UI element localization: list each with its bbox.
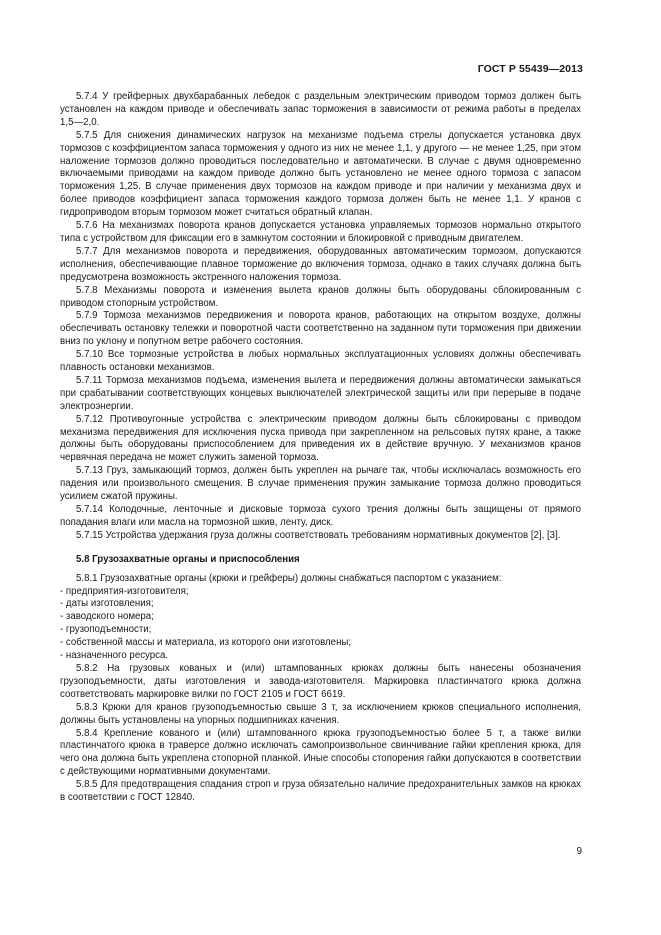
list-item: - даты изготовления; (60, 598, 154, 610)
clause-5-7-7: 5.7.7 Для механизмов поворота и передвижения, оборудованных автоматическим тормозом, допускаются исполнения, обеспечивающие плавное торможение до включения тормоза, однако в таких случаях должна быть предусмотрена возможность экстренного наложения тормоза. (60, 245, 581, 283)
section-spacer (60, 543, 581, 554)
clause-5-7-8: 5.7.8 Механизмы поворота и изменения вылета кранов должны быть оборудованы сблокированным с приводом стопорным устройством. (60, 284, 581, 309)
clause-5-8-1: 5.8.1 Грузозахватные органы (крюки и грейферы) должны снабжаться паспортом с указанием: (76, 572, 502, 584)
clause-5-7-10: 5.7.10 Все тормозные устройства в любых нормальных эксплуатационных условиях должны обеспечивать плавность остановки механизмов. (60, 349, 581, 374)
clause-5-8-4: 5.8.4 Крепление кованого и (или) штампованного крюка грузоподъемностью более 5 т, а также вилки пластинчатого крюка в траверсе должно исключать самопроизвольное свинчивание гайки крепления крюка, для чего она должна быть укреплена стопорной планкой. Иные способы стопорения гайки допускаются в соответствии с действующими нормативными документами. (60, 727, 581, 778)
list-item: - предприятия-изготовителя; (60, 585, 189, 597)
list-item: - назначенного ресурса. (60, 650, 169, 662)
clause-5-7-14: 5.7.14 Колодочные, ленточные и дисковые тормоза сухого трения должны быть защищены от прямого попадания влаги или масла на тормозной шкив, ленту, диск. (60, 504, 581, 528)
clause-5-8-3: 5.8.3 Крюки для кранов грузоподъемностью свыше 3 т, за исключением крюков специального исполнения, должны быть установлены на упорных подшипниках качения. (60, 701, 581, 726)
page-number: 9 (576, 846, 582, 857)
list-item: - заводского номера; (60, 611, 154, 623)
document-header: ГОСТ Р 55439—2013 (477, 63, 583, 75)
clause-5-8-2: 5.8.2 На грузовых кованых и (или) штампованных крюках должны быть нанесены обозначения грузоподъемности, даты изготовления и завода-изготовителя. Маркировка пластинчатого крюка должна соответствовать маркировке вилки по ГОСТ 2105 и ГОСТ 6619. (60, 662, 581, 700)
clause-5-7-5: 5.7.5 Для снижения динамических нагрузок на механизме подъема стрелы допускается установка двух тормозов с коэффициентом запаса торможения у одного из них не менее 1,1, у другого — не менее 1,25, при этом наложение тормозов должно проводиться последовательно и автоматически. В случае с двумя одновременно включаемыми приводами на каждом приводе должно быть установлено не менее одного тормоза с запасом торможения 1,25. В случае применения двух тормозов на каждом приводе и при наличии у механизма двух и более приводов коэффициент запаса торможения каждого тормоза должен быть не менее 1,1. У кранов с гидроприводом вторым тормозом может считаться обратный клапан. (60, 129, 581, 219)
clause-5-7-15: 5.7.15 Устройства удержания груза должны соответствовать требованиям нормативных документов [2], [3]. (76, 529, 561, 541)
clause-5-7-11: 5.7.11 Тормоза механизмов подъема, изменения вылета и передвижения должны автоматически замыкаться при срабатывании соответствующих концевых выключателей электрической защиты или при перерыве в подаче электроэнергии. (60, 374, 581, 412)
clause-5-7-9: 5.7.9 Тормоза механизмов передвижения и поворота кранов, работающих на открытом воздухе, должны обеспечивать остановку тележки и поворотной части соответственно на заданном пути торможения при движении вниз по уклону и попутном ветре рабочего состояния. (60, 310, 581, 348)
page-content (60, 91, 581, 805)
clause-5-7-13: 5.7.13 Груз, замыкающий тормоз, должен быть укреплен на рычаге так, чтобы исключалась возможность его падения или произвольного смещения. В случае применения пружин замыкание тормоза должно проводиться усилием сжатой пружины. (60, 465, 581, 503)
clause-5-7-6: 5.7.6 На механизмах поворота кранов допускается установка управляемых тормозов нормально открытого типа с устройством для фиксации его в замкнутом состоянии и блокировкой с приводным двигателем. (60, 220, 581, 244)
clause-5-7-12: 5.7.12 Противоугонные устройства с электрическим приводом должны быть сблокированы с приводом механизма передвижения для исключения пуска привода при закрепленном на рельсовых путях кране, а также должны быть оборудованы приспособлением для приведения их в действие вручную. У механизмов кранов червячная передача не может служить заменой тормоза. (60, 413, 581, 464)
clause-5-8-5: 5.8.5 Для предотвращения спадания строп и груза обязательно наличие предохранительных замков на крюках в соответствии с ГОСТ 12840. (60, 779, 581, 804)
list-item: - собственной массы и материала, из которого они изготовлены; (60, 637, 352, 649)
clause-5-7-4: 5.7.4 У грейферных двухбарабанных лебедок с раздельным электрическим приводом тормоз должен быть установлен на каждом приводе и обеспечивать запас торможения в зависимости от режима работы в пределах 1,5—2,0. (60, 91, 581, 128)
list-item: - грузоподъемности; (60, 624, 152, 636)
section-heading: 5.8 Грузозахватные органы и приспособления (76, 553, 300, 565)
